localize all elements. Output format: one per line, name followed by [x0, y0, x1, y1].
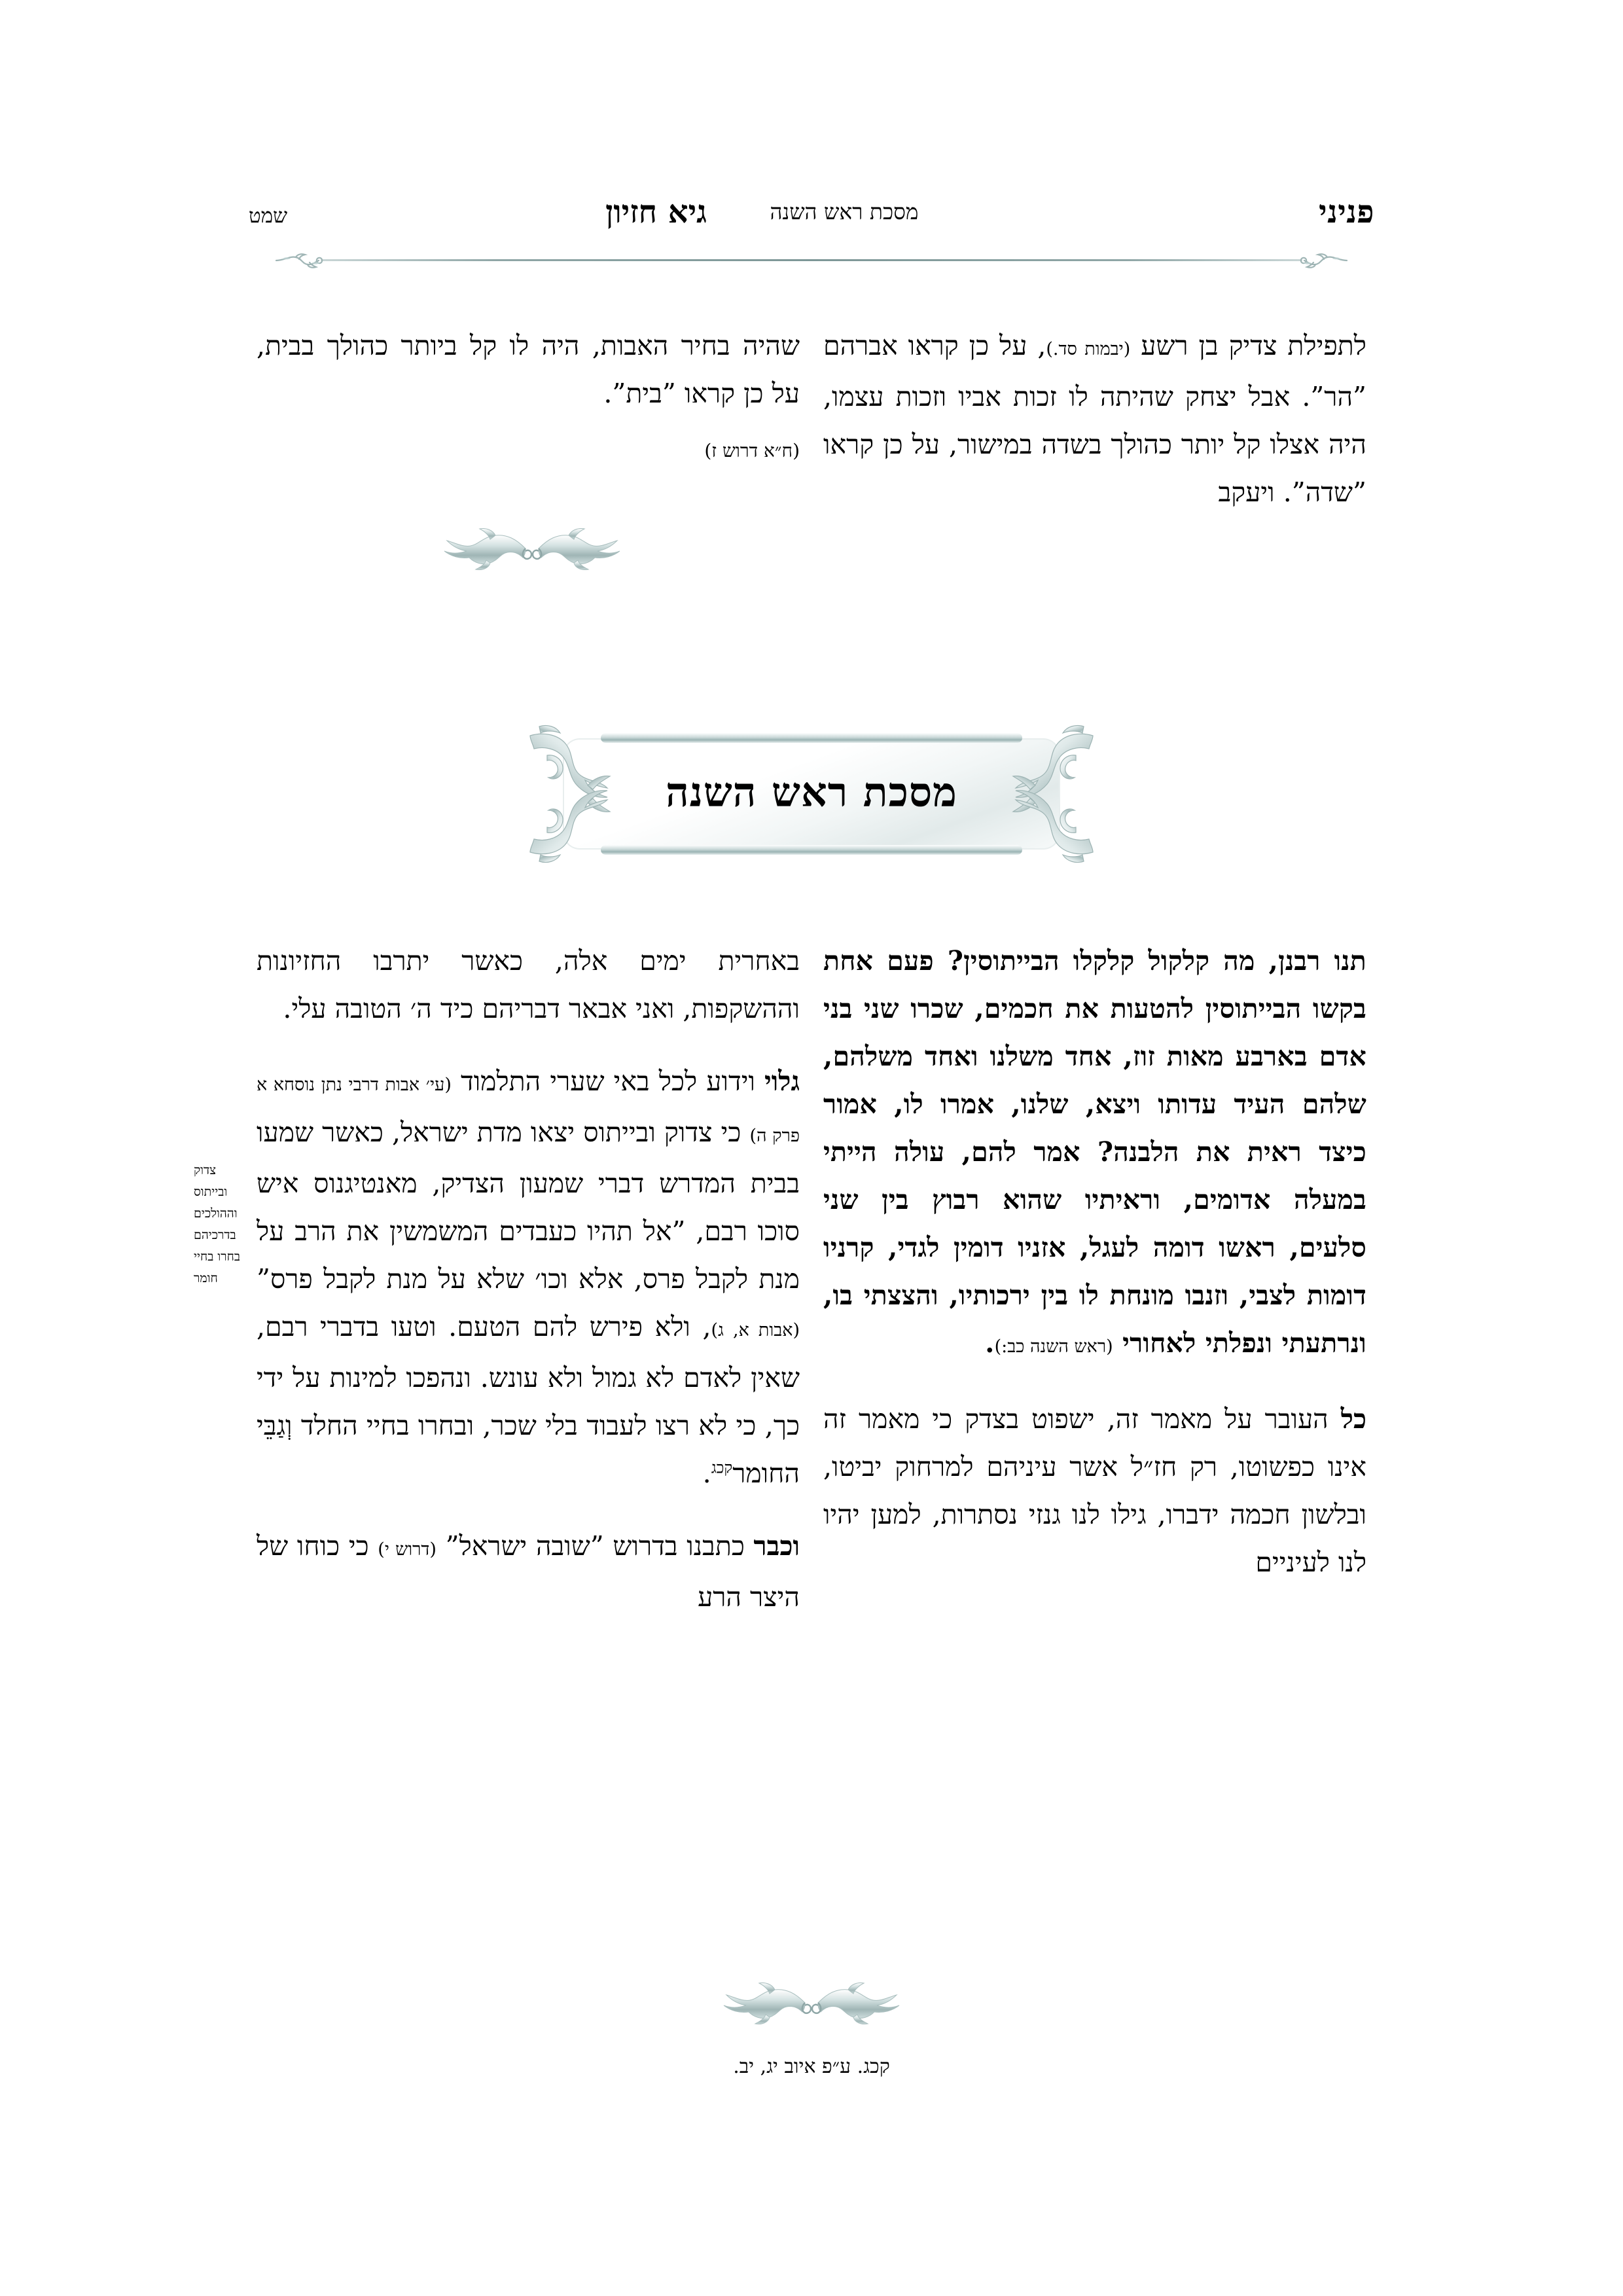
commentary-lead-word-1: כל: [1340, 1403, 1366, 1435]
banner-title-text: מסכת ראש השנה: [666, 768, 957, 816]
top-left-source: (ח״א דרוש ז): [704, 440, 800, 461]
commentary-body-2c: , ולא פירש להם הטעם. וטעו בדברי רבם, שאין לאדם לא גמול ולא עונש. ונהפכו למינות על ידי כך, כי לא רצו לעבוד בלי שכר, ובחרו בחיי החלד וְגַבֵּי החומר: [257, 1311, 800, 1489]
footnote-marker: קכג: [711, 1458, 733, 1477]
header-rule-flourish-right-icon: [1300, 252, 1348, 269]
commentary-lead-word-3: וכבר: [753, 1530, 800, 1562]
header-rule-bar: [321, 259, 1302, 261]
talmud-quote-paragraph: [823, 937, 1366, 1371]
commentary-source-avot-drabi-natan: (עי׳ אבות דרבי נתן נוסחא א פרק ה): [257, 1075, 800, 1146]
main-left-column: [257, 937, 800, 1621]
margin-note-line: בחרו בחיי: [194, 1249, 240, 1264]
main-right-column: [823, 937, 1366, 1587]
running-head-left: [249, 194, 707, 230]
running-head-center: [707, 199, 982, 225]
top-right-source-a: (יבמות סד.): [1046, 339, 1131, 359]
page-footnote: קכג. ע״פ איוב יג, יב.: [733, 2055, 890, 2078]
commentary-source-avot: (אבות א, ג): [711, 1320, 800, 1340]
margin-note-line: צדוק ובייתוס: [194, 1163, 228, 1199]
header-book-title: פניני: [1319, 194, 1374, 230]
margin-note-line: וההולכים: [194, 1206, 238, 1221]
commentary-paragraph-continued: [257, 937, 800, 1033]
commentary-paragraph-2: [257, 1058, 800, 1498]
header-divider-rule: [275, 252, 1348, 269]
floral-divider-icon: [427, 522, 637, 575]
footer-floral-divider-icon: [707, 1977, 916, 2029]
commentary-body-1: העובר על מאמר זה, ישפוט בצדק כי מאמר זה אינו כפשוטו, רק חז״ל אשר עיניהם למרחוק יביטו, ובלשון חכמה ידברו, גילו לנו גנזי נסתרות, למען יהיו לנו לעיניים: [823, 1403, 1366, 1578]
tractate-title-banner: [524, 719, 1099, 869]
commentary-lead-word-2: גלוי: [764, 1066, 800, 1097]
running-head-right: [982, 194, 1374, 230]
header-rule-flourish-left-icon: [275, 252, 323, 269]
commentary-body-2b: כי צדוק ובייתוס יצאו מדת ישראל, כאשר שמעו בבית המדרש דברי שמעון הצדיק, מאנטיגנוס איש סוכו רבם, ”אל תהיו כעבדים המשמשין את הרב על מנת לקבל פרס, אלא וכו׳ שלא על מנת לקבל פרס”: [257, 1117, 800, 1295]
commentary-source-drush: (דרוש י): [378, 1539, 437, 1560]
commentary-body-3a: כתבנו בדרוש ”שובה ישראל”: [436, 1530, 754, 1562]
running-head: [249, 182, 1374, 242]
top-left-text: שהיה בחיר האבות, היה לו קל ביותר כהולך בבית, על כן קראו ”בית”.: [257, 330, 800, 409]
paragraph-top-left: [257, 322, 800, 418]
commentary-body-2d: .: [702, 1458, 711, 1489]
talmud-quote-tail: .: [985, 1327, 995, 1359]
header-folio-number: שמט: [249, 204, 288, 228]
commentary-paragraph-3: [257, 1522, 800, 1621]
commentary-body-3b: כי כוחו של היצר הרע: [257, 1530, 800, 1613]
top-left-column: [257, 322, 800, 475]
commentary-body-continued: באחרית ימים אלה, כאשר יתרבו החזיונות וההשקפות, ואני אבאר דבריהם כיד ה׳ הטובה עלי.: [257, 945, 800, 1024]
paragraph-top-right: [823, 322, 1366, 516]
talmud-quote-source: (ראש השנה כב:): [994, 1336, 1113, 1357]
commentary-paragraph-1: [823, 1395, 1366, 1587]
commentary-body-2a: וידוע לכל באי שערי התלמוד: [451, 1066, 765, 1097]
top-right-text-a: לתפילת צדיק בן רשע: [1130, 330, 1366, 361]
top-right-column: [823, 322, 1366, 516]
margin-note-line: בדרכיהם: [194, 1228, 236, 1242]
margin-note: [194, 1160, 249, 1289]
top-right-text-b: , על כן קראו אברהם ”הר”. אבל יצחק שהיתה לו זכות אביו וזכות עצמו, היה אצלו קל יותר כהולך בשדה במישור, על כן קראו ”שדה”. ויעקב: [823, 330, 1366, 508]
header-work-title: גיא חזיון: [605, 194, 707, 230]
header-tractate: מסכת ראש השנה: [770, 199, 919, 224]
talmud-quote-text: תנו רבנן, מה קלקול קלקלו הבייתוסין? פעם אחת בקשו הבייתוסין להטעות את חכמים, שכרו שני בני אדם בארבע מאות זוז, אחד משלנו ואחד משלהם, שלהם העיד עדותו ויצא, שלנו, אמרו לו, אמור כיצד ראית את הלבנה? אמר להם, עולה הייתי במעלה אדומים, וראיתיו שהוא רבוץ בין שני סלעים, ראשו דומה לעגל, אזניו דומין לגדי, קרניו דומות לצבי, וזנבו מונחת לו בין ירכותיו, והצצתי בו, ונרתעתי ונפלתי לאחורי: [823, 945, 1366, 1359]
margin-note-line: חומר: [194, 1271, 218, 1285]
